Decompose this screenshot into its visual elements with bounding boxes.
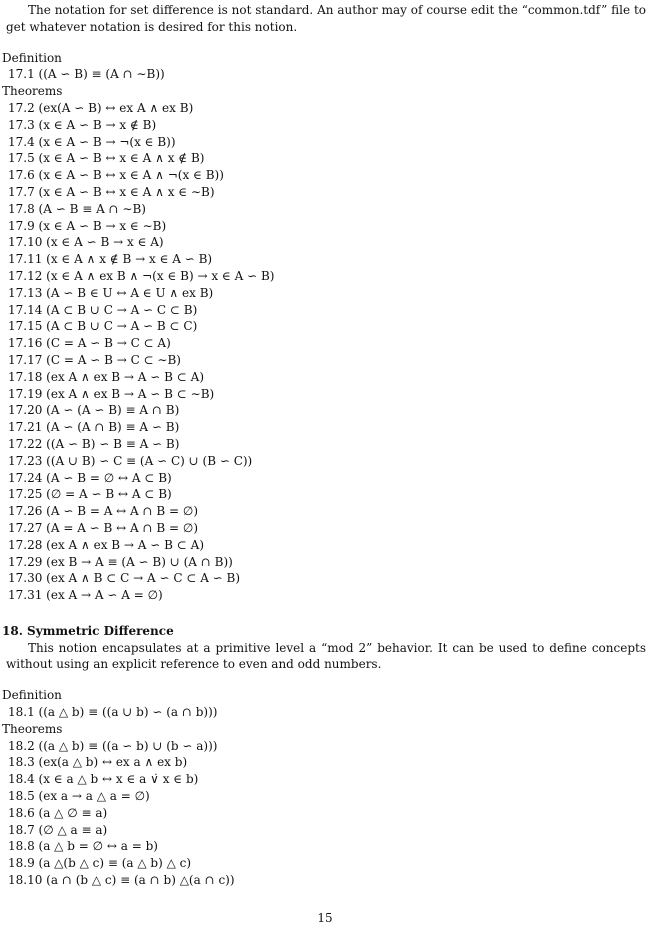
section18-theorems-heading: Theorems	[2, 721, 63, 736]
section18-title: 18. Symmetric Difference	[2, 623, 174, 638]
definition-line: 18.1 ((a △ b) ≡ ((a ∪ b) ∽ (a ∩ b)))	[8, 705, 218, 720]
theorem-line: 17.16 (C = A ∽ B → C ⊂ A)	[8, 336, 171, 351]
theorem-line: 18.4 (x ∈ a △ b ↔ x ∈ a ∨̇ x ∈ b)	[8, 772, 199, 787]
theorem-line: 17.17 (C = A ∽ B → C ⊂ ∼B)	[8, 352, 181, 367]
theorem-line: 18.3 (ex(a △ b) ↔ ex a ∧ ex b)	[8, 755, 188, 770]
theorem-line: 17.14 (A ⊂ B ∪ C → A ∽ C ⊂ B)	[8, 302, 198, 317]
theorem-line: 17.7 (x ∈ A ∽ B ↔ x ∈ A ∧ x ∈ ∼B)	[8, 184, 215, 199]
section17-definition-heading: Definition	[2, 50, 62, 65]
theorem-line: 17.6 (x ∈ A ∽ B ↔ x ∈ A ∧ ¬(x ∈ B))	[8, 168, 224, 183]
theorem-line: 18.6 (a △ ∅ ≡ a)	[8, 805, 108, 820]
theorem-line: 17.23 ((A ∪ B) ∽ C ≡ (A ∽ C) ∪ (B ∽ C))	[8, 453, 253, 468]
theorem-line: 18.8 (a △ b = ∅ ↔ a = b)	[8, 839, 158, 854]
theorem-line: 18.9 (a △(b △ c) ≡ (a △ b) △ c)	[8, 856, 192, 871]
section17-theorems	[0, 100, 650, 604]
theorem-line: 17.21 (A ∽ (A ∩ B) ≡ A ∽ B)	[8, 420, 180, 435]
theorem-line: 18.7 (∅ △ a ≡ a)	[8, 822, 108, 837]
theorem-line: 17.15 (A ⊂ B ∪ C → A ∽ B ⊂ C)	[8, 319, 198, 334]
document-page	[0, 2, 650, 889]
section17-definitions	[0, 66, 650, 83]
theorem-line: 17.30 (ex A ∧ B ⊂ C → A ∽ C ⊂ A ∽ B)	[8, 571, 241, 586]
theorem-line: 17.29 (ex B → A ≡ (A ∽ B) ∪ (A ∩ B))	[8, 554, 233, 569]
theorem-line: 17.26 (A ∽ B = A ↔ A ∩ B = ∅)	[8, 504, 199, 519]
theorem-line: 17.4 (x ∈ A ∽ B → ¬(x ∈ B))	[8, 134, 176, 149]
theorem-line: 17.10 (x ∈ A ∽ B → x ∈ A)	[8, 235, 164, 250]
section17-theorems-heading: Theorems	[2, 84, 63, 99]
section18-definition-heading: Definition	[2, 688, 62, 703]
theorem-line: 17.19 (ex A ∧ ex B → A ∽ B ⊂ ∼B)	[8, 386, 215, 401]
theorem-line: 17.12 (x ∈ A ∧ ex B ∧ ¬(x ∈ B) → x ∈ A ∽ B)	[8, 268, 275, 283]
theorem-line: 17.25 (∅ = A ∽ B ↔ A ⊂ B)	[8, 487, 172, 502]
theorem-line: 18.10 (a ∩ (b △ c) ≡ (a ∩ b) △(a ∩ c))	[8, 873, 235, 888]
theorem-line: 17.2 (ex(A ∽ B) ↔ ex A ∧ ex B)	[8, 100, 194, 115]
theorem-line: 17.8 (A ∽ B ≡ A ∩ ∼B)	[8, 201, 146, 216]
theorem-line: 17.27 (A = A ∽ B ↔ A ∩ B = ∅)	[8, 520, 199, 535]
intro-paragraph: The notation for set difference is not standard. An author may of course edit the “common.tdf” file to get whatever notation is desired for this notion.	[6, 3, 646, 34]
theorem-line: 17.5 (x ∈ A ∽ B ↔ x ∈ A ∧ x ∉ B)	[8, 151, 205, 166]
theorem-line: 18.5 (ex a → a △ a = ∅)	[8, 789, 150, 804]
theorem-line: 17.18 (ex A ∧ ex B → A ∽ B ⊂ A)	[8, 369, 204, 384]
section18-theorems	[0, 738, 650, 889]
theorem-line: 17.20 (A ∽ (A ∽ B) ≡ A ∩ B)	[8, 403, 180, 418]
theorem-line: 17.9 (x ∈ A ∽ B → x ∈ ∼B)	[8, 218, 167, 233]
section18-definitions	[0, 704, 650, 721]
spacer	[0, 604, 650, 623]
theorem-line: 17.11 (x ∈ A ∧ x ∉ B → x ∈ A ∽ B)	[8, 252, 213, 267]
spacer	[0, 36, 650, 50]
theorem-line: 17.22 ((A ∽ B) ∽ B ≡ A ∽ B)	[8, 436, 180, 451]
section18-paragraph: This notion encapsulates at a primitive level a “mod 2” behavior. It can be used to define concepts without using an explicit reference to even and odd numbers.	[6, 640, 646, 672]
spacer	[0, 673, 650, 687]
theorem-line: 18.2 ((a △ b) ≡ ((a ∽ b) ∪ (b ∽ a)))	[8, 738, 218, 753]
definition-line: 17.1 ((A ∽ B) ≡ (A ∩ ∼B))	[8, 67, 165, 82]
theorem-line: 17.31 (ex A → A ∽ A = ∅)	[8, 588, 163, 603]
theorem-line: 17.28 (ex A ∧ ex B → A ∽ B ⊂ A)	[8, 537, 204, 552]
page-number: 15	[317, 911, 333, 925]
theorem-line: 17.13 (A ∽ B ∈ U ↔ A ∈ U ∧ ex B)	[8, 285, 214, 300]
theorem-line: 17.24 (A ∽ B = ∅ ↔ A ⊂ B)	[8, 470, 172, 485]
theorem-line: 17.3 (x ∈ A ∽ B → x ∉ B)	[8, 117, 157, 132]
